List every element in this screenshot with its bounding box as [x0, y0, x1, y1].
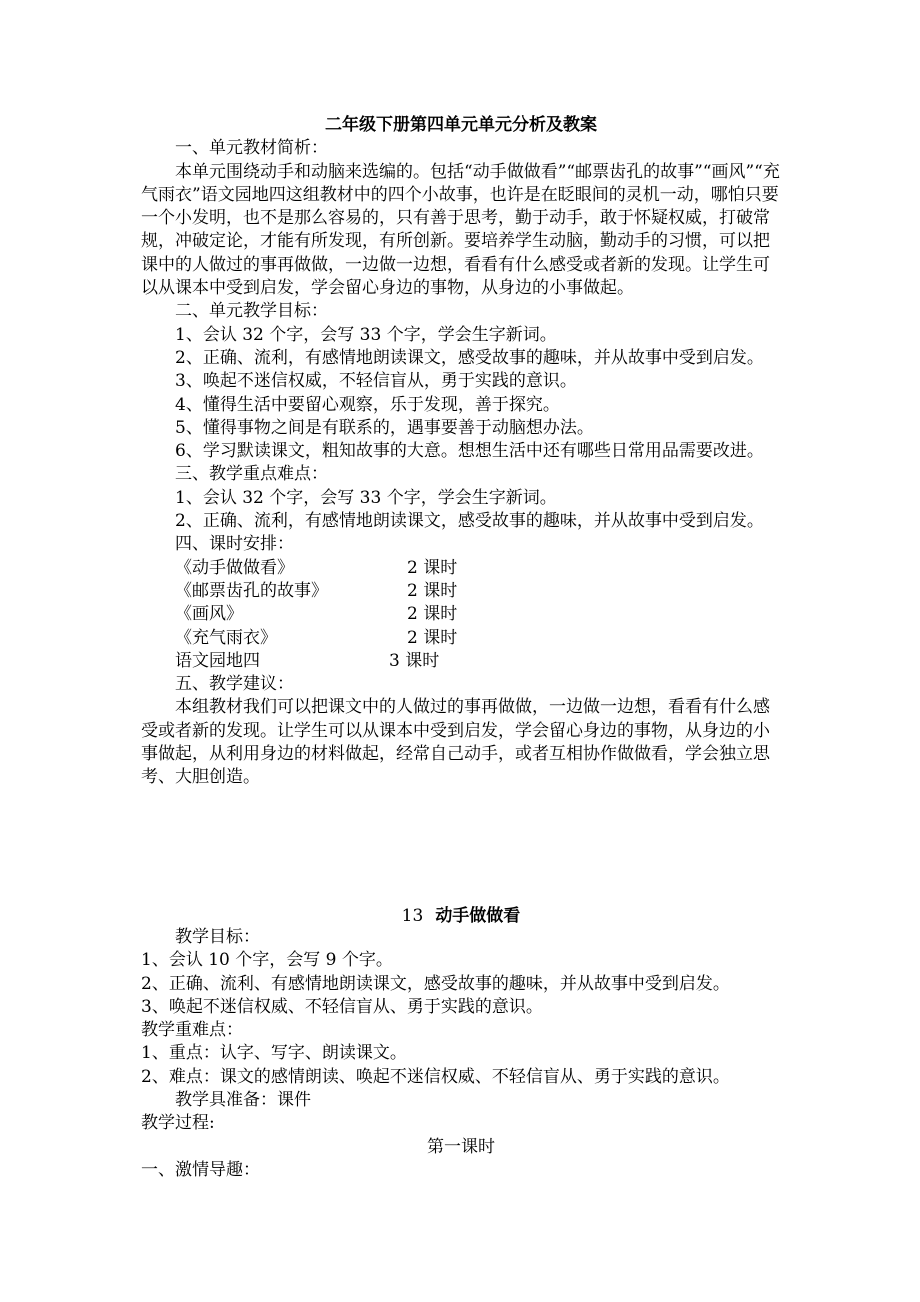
lesson-name: 动手做做看 [435, 906, 521, 926]
section-body: 本单元围绕动手和动脑来选编的。包括“动手做做看”“邮票齿孔的故事”“画风”“充气雨衣”语文园地四这组教材中的四个小故事，也许是在眨眼间的灵机一动，哪怕只要一个小发明，也不是那么容易的，只有善于思考，勤于动手，敢于怀疑权威，打破常规，冲破定论，才能有所发现，有所创新。要培养学生动脑，勤动手的习惯，可以把课中的人做过的事再做做，一边做一边想，看看有什么感受或者新的发现。让学生可以从课本中受到启发，学会留心身边的事物，从身边的小事做起。 [141, 161, 780, 299]
schedule-hours: 3 课时 [389, 650, 440, 671]
unit-analysis [141, 114, 781, 790]
list-item: 1、会认 32 个字，会写 33 个字，学会生字新词。 [175, 324, 557, 345]
section-heading: 一、单元教材简析： [175, 138, 328, 159]
schedule-hours: 2 课时 [407, 580, 458, 601]
section-body: 本组教材我们可以把课文中的人做过的事再做做，一边做一边想，看看有什么感受或者新的发现。让学生可以从课本中受到启发，学会留心身边的事物，从身边的小事做起，从利用身边的材料做起，经常自己动手，或者互相协作做做看，学会独立思考、大胆创造。 [141, 697, 770, 788]
key-item: 2、难点：课文的感情朗读、唤起不迷信权威、不轻信盲从、勇于实践的意识。 [141, 1066, 730, 1087]
goal-item: 3、唤起不迷信权威、不轻信盲从、勇于实践的意识。 [141, 996, 543, 1017]
list-item: 2、正确、流利，有感情地朗读课文，感受故事的趣味，并从故事中受到启发。 [175, 511, 764, 532]
schedule-row [141, 580, 781, 603]
goal-item: 1、会认 10 个字，会写 9 个字。 [141, 950, 393, 971]
list-item: 5、懂得事物之间是有联系的，遇事要善于动脑想办法。 [175, 417, 594, 438]
schedule-row [141, 603, 781, 626]
section-heading: 五、教学建议： [175, 674, 294, 695]
schedule-lesson: 《充气雨衣》 [175, 627, 277, 648]
goal-item: 2、正确、流利、有感情地朗读课文，感受故事的趣味，并从故事中受到启发。 [141, 973, 730, 994]
schedule-row [141, 650, 781, 673]
schedule-hours: 2 课时 [407, 604, 458, 625]
section-heading: 四、课时安排： [175, 534, 294, 555]
page-title: 二年级下册第四单元单元分析及教案 [325, 115, 597, 135]
process-heading: 教学过程: [141, 1113, 215, 1134]
key-item: 1、重点：认字、写字、朗读课文。 [141, 1043, 407, 1064]
key-heading: 教学重难点： [141, 1020, 243, 1041]
lesson-title [141, 901, 781, 926]
schedule-hours: 2 课时 [407, 557, 458, 578]
list-item: 3、唤起不迷信权威，不轻信盲从，勇于实践的意识。 [175, 371, 577, 392]
list-item: 6、学习默读课文，粗知故事的大意。想想生活中还有哪些日常用品需要改进。 [175, 441, 764, 462]
goals-heading: 教学目标： [175, 927, 260, 947]
list-item: 2、正确、流利，有感情地朗读课文，感受故事的趣味，并从故事中受到启发。 [175, 347, 764, 368]
list-item: 4、懂得生活中要留心观察，乐于发现，善于探究。 [175, 394, 560, 415]
schedule-lesson: 《画风》 [175, 604, 243, 625]
schedule-lesson: 《动手做做看》 [175, 557, 294, 578]
schedule-lesson: 《邮票齿孔的故事》 [175, 580, 328, 601]
list-item: 1、会认 32 个字，会写 33 个字，学会生字新词。 [175, 487, 557, 508]
lesson-number: 13 [401, 906, 424, 926]
section-heading: 二、单元教学目标： [175, 301, 328, 322]
step-heading: 一、激情导趣： [141, 1159, 260, 1180]
schedule-hours: 2 课时 [407, 627, 458, 648]
period-heading: 第一课时 [427, 1136, 495, 1157]
schedule-lesson: 语文园地四 [175, 650, 260, 671]
tools-line: 教学具准备：课件 [175, 1090, 311, 1111]
schedule-row [141, 627, 781, 650]
lesson-plan [141, 926, 781, 1182]
schedule-row [141, 557, 781, 580]
section-heading: 三、教学重点难点： [175, 464, 328, 485]
